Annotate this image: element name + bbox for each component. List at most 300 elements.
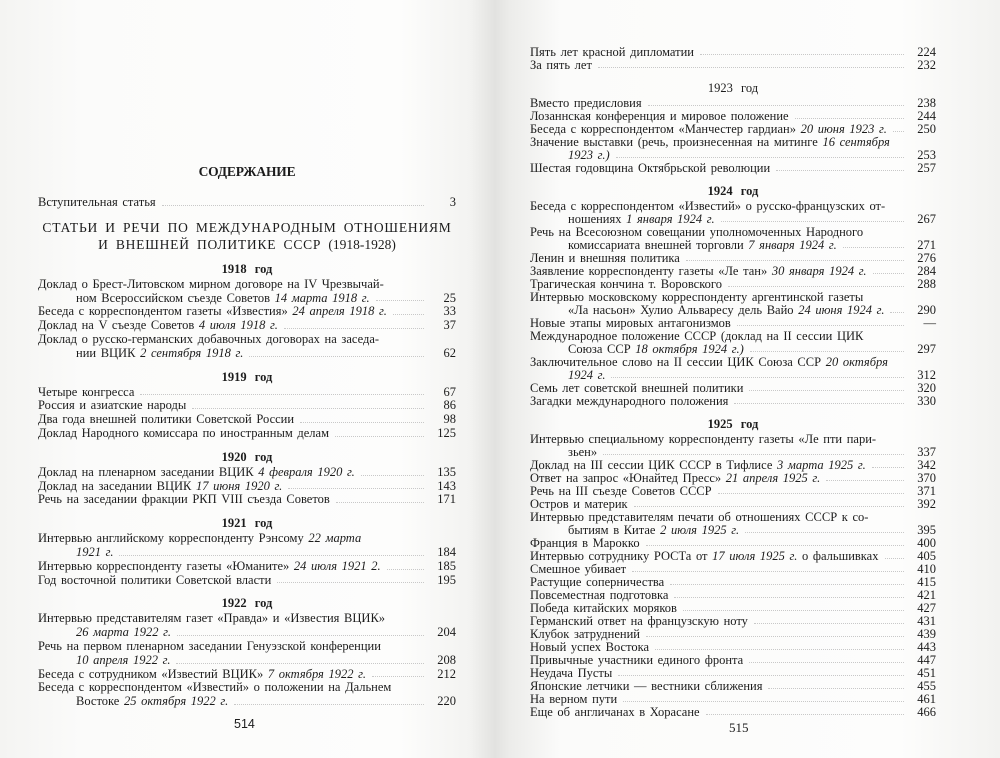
toc-entry[interactable] xyxy=(530,356,936,382)
entry-text: Интервью московскому корреспонденту аргентинской газеты xyxy=(530,289,864,304)
toc-entry[interactable] xyxy=(38,278,456,306)
entry-text: Смешное убивает xyxy=(530,561,627,576)
entry-title: Вступительная статья xyxy=(38,195,156,209)
entry-text: Интервью корреспонденту газеты «Юманите» xyxy=(38,558,294,573)
toc-entry[interactable] xyxy=(38,532,456,560)
entry-date: 3 марта 1925 г. xyxy=(777,457,866,472)
entry-text: Интервью представителям газет «Правда» и «Известия ВЦИК» xyxy=(38,611,386,626)
page-number: 267 xyxy=(917,211,936,226)
page-number: 208 xyxy=(437,652,456,667)
entry-line xyxy=(38,347,456,361)
dot-leader xyxy=(646,545,904,546)
entry-text: Речь на заседании фракции РКП VIII съезда Советов xyxy=(38,492,330,507)
toc-entry[interactable] xyxy=(38,668,456,682)
entry-line-text xyxy=(530,706,700,719)
page-number: 232 xyxy=(917,57,936,72)
dot-leader xyxy=(686,260,904,261)
left-page xyxy=(38,0,456,758)
page-number-left: 514 xyxy=(234,717,255,731)
dot-leader xyxy=(300,422,424,423)
entry-text: Союза ССР xyxy=(568,341,636,356)
entry-line-text xyxy=(530,395,728,408)
dot-leader xyxy=(750,351,904,352)
toc-entry[interactable] xyxy=(38,681,456,709)
page-number: 238 xyxy=(917,95,936,110)
entry-text: Лозаннская конференция и мировое положение xyxy=(530,108,789,123)
toc-entry[interactable] xyxy=(530,395,936,408)
dot-leader xyxy=(393,314,424,315)
toc-entry[interactable] xyxy=(38,413,456,427)
page-number: 400 xyxy=(917,535,936,550)
entry-line xyxy=(530,395,936,408)
toc-entry[interactable] xyxy=(38,574,456,588)
toc-entry[interactable] xyxy=(530,162,936,175)
entry-date: 26 марта 1922 г. xyxy=(76,625,171,640)
page-number: 86 xyxy=(443,398,456,413)
page-number: 204 xyxy=(437,625,456,640)
entry-line-text xyxy=(38,681,391,695)
page-number: 185 xyxy=(437,558,456,573)
page-number: 370 xyxy=(917,470,936,485)
entry-line xyxy=(38,532,456,546)
entry-text: Франция в Марокко xyxy=(530,535,640,550)
toc-entry[interactable] xyxy=(530,706,936,719)
entry-text: Речь на Всесоюзном совещании уполномоченных Народного xyxy=(530,224,864,239)
dot-leader xyxy=(768,688,904,689)
entry-text: Неудача Пусты xyxy=(530,665,613,680)
year-group xyxy=(38,449,456,507)
entry-line-text xyxy=(38,532,361,546)
dot-leader xyxy=(634,506,904,507)
entry-line xyxy=(530,59,936,72)
entry-date: 7 октября 1922 г. xyxy=(267,666,366,681)
page-number: 461 xyxy=(917,691,936,706)
entry-text: Международное положение СССР (доклад на II сессии ЦИК xyxy=(530,328,864,343)
toc-entry[interactable] xyxy=(38,480,456,494)
entry-text: Интервью представителям печати об отношениях СССР к со- xyxy=(530,509,869,524)
entry-text: Значение выставки (речь, произнесенная на митинге xyxy=(530,134,823,149)
entry-line xyxy=(38,493,456,507)
page-number: 405 xyxy=(917,548,936,563)
page-number: 184 xyxy=(437,544,456,559)
entry-text: Доклад на V съезде Советов xyxy=(38,318,199,333)
entry-text: комиссариата внешней торговли xyxy=(568,237,749,252)
page-number: 271 xyxy=(917,237,936,252)
year-heading: 1919 год xyxy=(221,369,273,384)
year-group xyxy=(530,80,936,175)
dot-leader xyxy=(192,408,424,409)
entry-text: Германский ответ на французскую ноту xyxy=(530,613,748,628)
page-number: 224 xyxy=(917,44,936,59)
entry-line-text xyxy=(76,626,171,640)
entry-date: 4 июля 1918 г. xyxy=(198,318,278,333)
year-group xyxy=(530,183,936,408)
entry-text: нии ВЦИК xyxy=(76,345,141,360)
entry-date: 2 июля 1925 г. xyxy=(660,522,740,537)
entry-date: 24 июня 1924 г. xyxy=(798,302,885,317)
dot-leader xyxy=(372,676,424,677)
dot-leader xyxy=(749,390,904,391)
dot-leader xyxy=(893,131,904,132)
page-number: 253 xyxy=(917,147,936,162)
toc-entry[interactable] xyxy=(530,433,936,459)
entry-text: Привычные участники единого фронта xyxy=(530,652,744,667)
dot-leader xyxy=(284,328,424,329)
entry-text: Остров и материк xyxy=(530,496,628,511)
dot-leader xyxy=(873,273,904,274)
dot-leader xyxy=(277,582,424,583)
dot-leader xyxy=(795,118,904,119)
entry-line-text xyxy=(38,386,134,400)
entry-line xyxy=(530,706,936,719)
page-number: 466 xyxy=(917,704,936,719)
entry-date: 17 июня 1920 г. xyxy=(196,478,283,493)
year-group xyxy=(38,369,456,441)
dot-leader xyxy=(603,454,904,455)
entry-text: Семь лет советской внешней политики xyxy=(530,380,744,395)
entry-line-text xyxy=(38,612,385,626)
dot-leader xyxy=(336,502,424,503)
left-year-groups xyxy=(38,261,456,709)
toc-entry[interactable] xyxy=(530,136,936,162)
page-number: 284 xyxy=(917,263,936,278)
section-heading-line1: СТАТЬИ И РЕЧИ ПО МЕЖДУНАРОДНЫМ ОТНОШЕНИЯМ xyxy=(42,219,452,235)
entry-text: Беседа с сотрудником «Известий ВЦИК» xyxy=(38,666,268,681)
toc-entry[interactable] xyxy=(530,291,936,317)
entry-text: Повсеместная подготовка xyxy=(530,587,669,602)
entry-line xyxy=(38,399,456,413)
entry-text: о фальшивках xyxy=(797,548,879,563)
entry-text: ном Всероссийском съезде Советов xyxy=(76,290,275,305)
page-number-right: 515 xyxy=(729,720,749,735)
dot-leader xyxy=(598,67,904,68)
entry-line xyxy=(38,640,456,654)
entry-text: бытиям в Китае xyxy=(568,522,661,537)
entry-date: 18 октября 1924 г.) xyxy=(635,341,744,356)
year-group xyxy=(38,515,456,587)
entry-text: Пять лет красной дипломатии xyxy=(530,44,694,59)
dot-leader xyxy=(734,403,904,404)
entry-text: Клубок затруднений xyxy=(530,626,640,641)
entry-date: 25 октября 1922 г. xyxy=(123,694,229,709)
entry-line xyxy=(38,278,456,292)
entry-text: Доклад Народного комиссара по иностранным делам xyxy=(38,425,329,440)
toc-entry[interactable] xyxy=(38,399,456,413)
dot-leader xyxy=(843,247,904,248)
page-number: 371 xyxy=(917,483,936,498)
dot-leader xyxy=(826,480,904,481)
entry-text: Интервью сотруднику РОСТа от xyxy=(530,548,713,563)
entry-line-text xyxy=(38,399,186,413)
dot-leader xyxy=(737,325,904,326)
entry-text: Трагическая кончина т. Воровского xyxy=(530,276,722,291)
dot-leader xyxy=(616,157,904,158)
entry-line-text xyxy=(38,466,355,480)
entry-date: 2 сентября 1918 г. xyxy=(140,345,244,360)
entry-text: Доклад о Брест-Литовском мирном договоре на IV Чрезвычай- xyxy=(38,276,384,291)
toc-entry[interactable] xyxy=(38,560,456,574)
toc-entry[interactable] xyxy=(38,427,456,441)
dot-leader xyxy=(683,610,904,611)
entry-text: Шестая годовщина Октябрьской революции xyxy=(530,160,771,175)
year-heading: 1922 год xyxy=(221,596,273,611)
entry-line xyxy=(38,546,456,560)
entry-line-text xyxy=(38,668,366,682)
toc-entry[interactable] xyxy=(530,200,936,226)
entry-text: ношениях xyxy=(568,211,627,226)
entry-date: 24 июля 1921 2. xyxy=(293,558,381,573)
dot-leader xyxy=(618,675,904,676)
entry-line xyxy=(38,292,456,306)
page-number: 25 xyxy=(443,290,456,305)
page-number: 415 xyxy=(917,574,936,589)
entry-date: 7 января 1924 г. xyxy=(748,237,837,252)
entry-line xyxy=(38,612,456,626)
page-number: 427 xyxy=(917,600,936,615)
toc-entry[interactable] xyxy=(38,640,456,668)
toc-entry[interactable] xyxy=(38,305,456,319)
entry-text: Речь на первом пленарном заседании Генуэзской конференции xyxy=(38,638,381,653)
entry-line-text xyxy=(38,427,329,441)
entry-date: 17 июля 1925 г. xyxy=(712,548,798,563)
entry-text: Доклад на заседании ВЦИК xyxy=(38,478,197,493)
dot-leader xyxy=(632,571,904,572)
entry-date: 21 апреля 1925 г. xyxy=(725,470,821,485)
dot-leader xyxy=(623,701,904,702)
page-number: 67 xyxy=(443,384,456,399)
entry-text: Интервью английскому корреспонденту Рэнсому xyxy=(38,531,309,546)
dot-leader xyxy=(754,623,904,624)
entry-line-text xyxy=(76,695,228,709)
entry-line xyxy=(38,668,456,682)
entry-date: 16 сентября xyxy=(822,134,890,149)
entry-date: 30 января 1924 г. xyxy=(771,263,867,278)
entry-line xyxy=(38,480,456,494)
toc-entry[interactable] xyxy=(38,333,456,361)
dot-leader xyxy=(646,636,904,637)
dot-leader xyxy=(140,394,424,395)
toc-entry[interactable] xyxy=(530,226,936,252)
dot-leader xyxy=(745,532,904,533)
page-number: 443 xyxy=(917,639,936,654)
entry-text: Четыре конгресса xyxy=(38,384,135,399)
toc-entry[interactable] xyxy=(38,612,456,640)
entry-line xyxy=(38,305,456,319)
dot-leader xyxy=(387,569,424,570)
dot-leader xyxy=(611,377,904,378)
entry-date: 20 июня 1923 г. xyxy=(800,121,887,136)
entry-text: Загадки международного положения xyxy=(530,393,729,408)
page-number: 143 xyxy=(437,478,456,493)
page-number: 135 xyxy=(437,464,456,479)
entry-line xyxy=(38,427,456,441)
page-number: 98 xyxy=(443,412,456,427)
dot-leader xyxy=(177,635,424,636)
entry-line xyxy=(38,319,456,333)
dot-leader xyxy=(361,475,424,476)
entry-text: Японские летчики — вестники сближения xyxy=(530,678,763,693)
entry-date: 4 февраля 1920 г. xyxy=(258,464,355,479)
contents-title: СОДЕРЖАНИЕ xyxy=(198,164,296,179)
page-number: 33 xyxy=(443,304,456,319)
page-number: 171 xyxy=(437,492,456,507)
page-number: 276 xyxy=(917,250,936,265)
entry-line xyxy=(38,413,456,427)
entry-text: На верном пути xyxy=(530,691,618,706)
year-group xyxy=(530,416,936,719)
dot-leader xyxy=(288,488,424,489)
entry-text: Беседа с корреспондентом «Известий» о русско-французских от- xyxy=(530,198,886,213)
page-number: 195 xyxy=(437,572,456,587)
page-number: 220 xyxy=(437,694,456,709)
entry-line-text xyxy=(76,654,170,668)
page-number: 330 xyxy=(917,393,936,408)
entry-line xyxy=(38,560,456,574)
entry-text: Востоке xyxy=(76,694,124,709)
toc-entry[interactable] xyxy=(38,466,456,480)
page-number: 451 xyxy=(917,665,936,680)
entry-date: 14 марта 1918 г. xyxy=(274,290,370,305)
entry-text: Новые этапы мировых антагонизмов xyxy=(530,315,731,330)
entry-line-text xyxy=(38,640,381,654)
entry-line-text xyxy=(76,347,243,361)
entry-text: Доклад на пленарном заседании ВЦИК xyxy=(38,464,259,479)
entry-text: Ленин и внешняя политика xyxy=(530,250,680,265)
dot-leader xyxy=(721,221,904,222)
entry-date: 1923 г.) xyxy=(568,147,610,162)
entry-text: Россия и азиатские народы xyxy=(38,398,187,413)
page-number: 395 xyxy=(917,522,936,537)
page-number: 297 xyxy=(917,341,936,356)
page-number: 431 xyxy=(917,613,936,628)
year-group xyxy=(530,46,936,72)
dot-leader xyxy=(648,105,904,106)
entry-text: Речь на III съезде Советов СССР xyxy=(530,483,712,498)
right-toc xyxy=(530,46,936,719)
entry-line-text xyxy=(38,278,384,292)
year-heading: 1923 год xyxy=(707,80,759,95)
page-number: 447 xyxy=(917,652,936,667)
entry-date: 22 марта xyxy=(308,531,362,546)
dot-leader xyxy=(376,300,424,301)
dot-leader xyxy=(655,649,904,650)
toc-entry[interactable] xyxy=(530,511,936,537)
toc-entry[interactable] xyxy=(38,493,456,507)
page-number: 250 xyxy=(917,121,936,136)
entry-text: Интервью специальному корреспонденту газеты «Ле пти пари- xyxy=(530,431,877,446)
toc-entry[interactable] xyxy=(38,319,456,333)
entry-text: Год восточной политики Советской власти xyxy=(38,572,272,587)
entry-line-text xyxy=(38,413,294,427)
dot-leader xyxy=(776,170,904,171)
entry-date: 1924 г. xyxy=(568,367,606,382)
entry-line-text xyxy=(38,574,271,588)
entry-line xyxy=(530,162,936,175)
entry-line xyxy=(38,695,456,709)
dot-leader xyxy=(162,205,424,206)
entry-date: 1 января 1924 г. xyxy=(626,211,715,226)
page-number: 62 xyxy=(443,345,456,360)
entry-text: Доклад о русско-германских добавочных договорах на заседа- xyxy=(38,331,380,346)
dot-leader xyxy=(728,286,904,287)
page-number: 439 xyxy=(917,626,936,641)
entry-line xyxy=(38,681,456,695)
dot-leader xyxy=(335,436,424,437)
toc-entry-intro[interactable] xyxy=(38,196,456,210)
entry-text: За пять лет xyxy=(530,57,592,72)
entry-text: Вместо предисловия xyxy=(530,95,642,110)
entry-line-text xyxy=(38,480,282,494)
page-number: 125 xyxy=(437,425,456,440)
entry-line-text xyxy=(38,305,387,319)
year-heading: 1925 год xyxy=(707,416,759,431)
section-heading-years: (1918-1928) xyxy=(328,236,396,252)
section-heading-text: И ВНЕШНЕЙ ПОЛИТИКЕ СССР xyxy=(98,236,329,252)
section-heading xyxy=(38,219,456,253)
entry-line xyxy=(38,626,456,640)
entry-line-text xyxy=(38,493,330,507)
entry-line-text xyxy=(530,162,770,175)
page-number: 342 xyxy=(917,457,936,472)
entry-text: Ответ на запрос «Юнайтед Пресс» xyxy=(530,470,726,485)
entry-date: 1921 г. xyxy=(76,544,114,559)
year-heading: 1920 год xyxy=(221,449,273,464)
entry-line-text xyxy=(38,319,278,333)
section-heading-line2 xyxy=(38,236,456,253)
year-heading: 1918 год xyxy=(221,261,273,276)
dot-leader xyxy=(674,597,904,598)
toc-entry[interactable] xyxy=(530,330,936,356)
entry-text: Заявление корреспонденту газеты «Ле тан» xyxy=(530,263,772,278)
toc-entry[interactable] xyxy=(530,59,936,72)
dot-leader xyxy=(119,555,424,556)
page-number: 312 xyxy=(917,367,936,382)
dot-leader xyxy=(890,312,904,313)
entry-text: Беседа с корреспондентом «Известий» о положении на Дальнем xyxy=(38,680,392,695)
entry-line-text xyxy=(76,292,370,306)
entry-line-text xyxy=(530,59,592,72)
entry-line xyxy=(38,466,456,480)
dot-leader xyxy=(176,663,424,664)
dot-leader xyxy=(872,467,904,468)
right-page xyxy=(530,0,936,758)
entry-text: «Ла насьон» Хулио Альваресу дель Вайо xyxy=(568,302,799,317)
page-number: — xyxy=(923,315,936,330)
page-number: 455 xyxy=(917,678,936,693)
entry-date: 20 октября xyxy=(825,354,888,369)
page-number: 288 xyxy=(917,276,936,291)
year-group xyxy=(38,595,456,709)
page-number: 244 xyxy=(917,108,936,123)
entry-text: Победа китайских моряков xyxy=(530,600,677,615)
page-number: 320 xyxy=(917,380,936,395)
entry-line xyxy=(38,333,456,347)
dot-leader xyxy=(706,714,904,715)
entry-line xyxy=(38,574,456,588)
entry-text: зьен» xyxy=(568,444,598,459)
entry-text: Беседа с корреспондентом «Манчестер гардиан» xyxy=(530,121,801,136)
page-number: 337 xyxy=(917,444,936,459)
entry-line-text xyxy=(38,560,381,574)
toc-entry[interactable] xyxy=(38,386,456,400)
dot-leader xyxy=(718,493,904,494)
year-heading: 1924 год xyxy=(707,183,759,198)
entry-date: 10 апреля 1922 г. xyxy=(76,652,171,667)
dot-leader xyxy=(249,356,424,357)
entry-text: Беседа с корреспондентом газеты «Известия» xyxy=(38,304,293,319)
dot-leader xyxy=(700,54,904,55)
entry-text: Доклад на III сессии ЦИК СССР в Тифлисе xyxy=(530,457,777,472)
